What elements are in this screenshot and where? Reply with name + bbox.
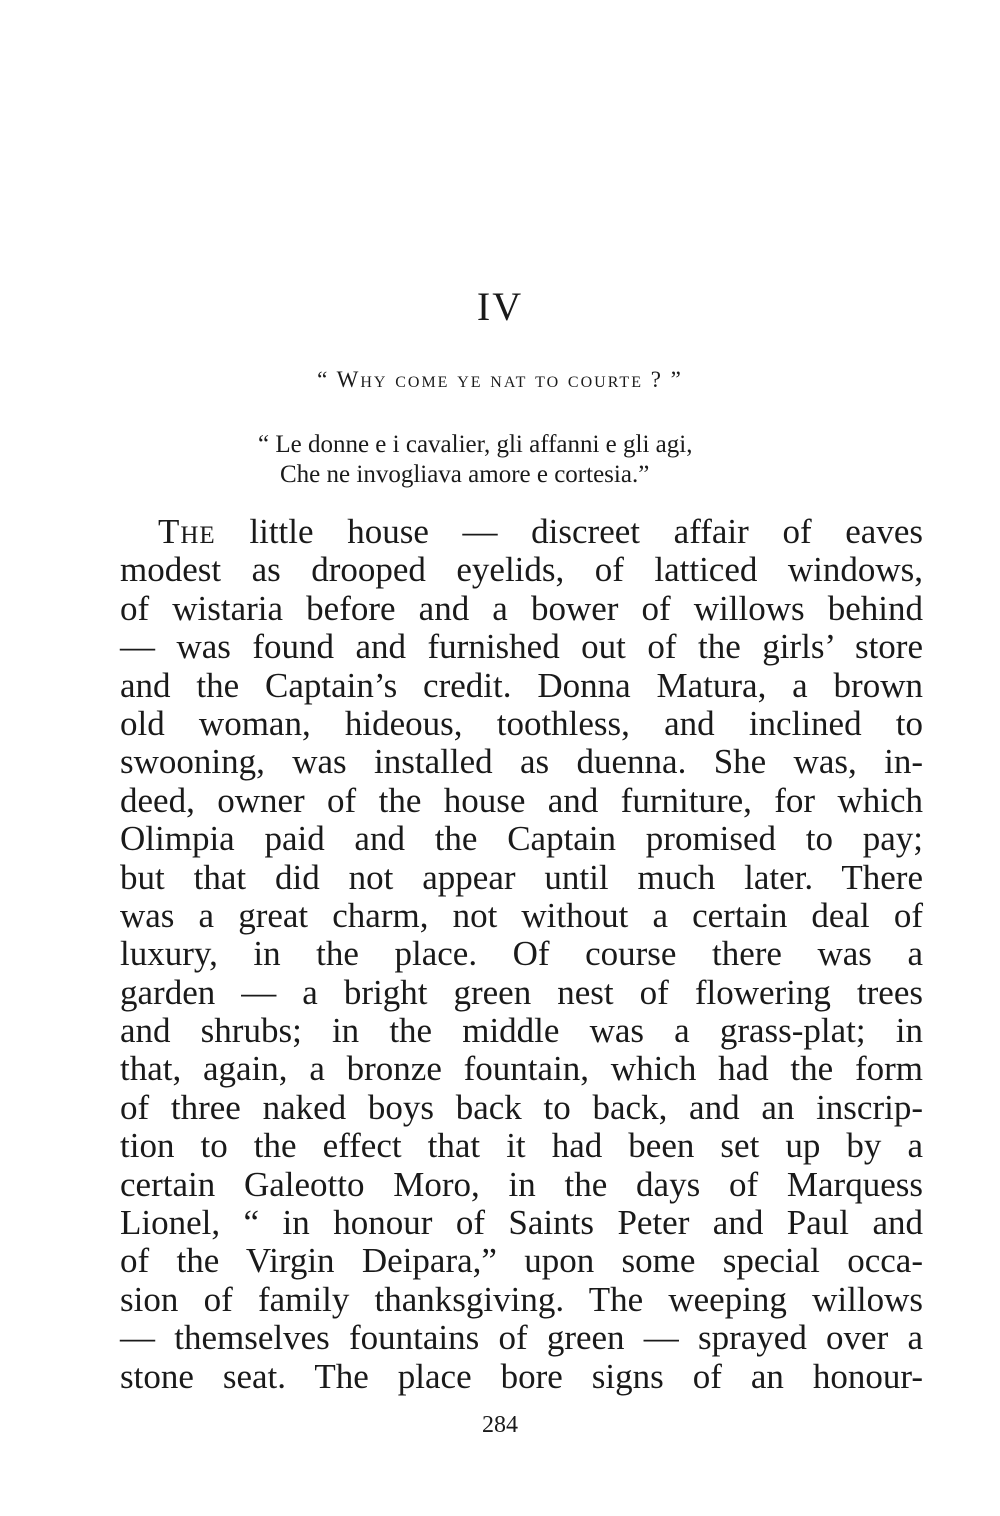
opening-word: The bbox=[158, 512, 216, 551]
body-paragraph bbox=[120, 513, 923, 1396]
paragraph-line: and the Captain’s credit. Donna Matura, a brown bbox=[120, 665, 923, 705]
paragraph-line: of the Virgin Deipara,” upon some special occa- bbox=[120, 1241, 923, 1281]
paragraph-line-text: little house — discreet affair of eaves bbox=[215, 512, 923, 551]
chapter-number: IV bbox=[476, 284, 524, 329]
page-number: 284 bbox=[482, 1412, 518, 1438]
paragraph-line: stone seat. The place bore signs of an honour- bbox=[120, 1356, 923, 1396]
paragraph-line: of three naked boys back to back, and an inscrip- bbox=[120, 1087, 923, 1127]
epigraph bbox=[258, 430, 818, 490]
epigraph-line: “ Le donne e i cavalier, gli affanni e gli agi, bbox=[258, 431, 693, 458]
paragraph-line: — themselves fountains of green — sprayed over a bbox=[120, 1318, 923, 1358]
paragraph-line: but that did not appear until much later. There bbox=[120, 857, 923, 897]
chapter-title: “ Why come ye nat to courte ? ” bbox=[317, 367, 683, 392]
paragraph-line: deed, owner of the house and furniture, for which bbox=[120, 780, 923, 820]
paragraph-line: Lionel, “ in honour of Saints Peter and Paul and bbox=[120, 1203, 923, 1243]
paragraph-line: swooning, was installed as duenna. She was, in- bbox=[120, 742, 923, 782]
paragraph-line: old woman, hideous, toothless, and inclined to bbox=[120, 703, 923, 743]
epigraph-line: Che ne invogliava amore e cortesia.” bbox=[280, 461, 650, 488]
paragraph-line: garden — a bright green nest of flowering trees bbox=[120, 972, 923, 1012]
paragraph-line: that, again, a bronze fountain, which had the form bbox=[120, 1049, 923, 1089]
paragraph-line: sion of family thanksgiving. The weeping willows bbox=[120, 1279, 923, 1319]
paragraph-line: was a great charm, not without a certain deal of bbox=[120, 895, 923, 935]
paragraph-line: Olimpia paid and the Captain promised to pay; bbox=[120, 819, 923, 859]
paragraph-line: luxury, in the place. Of course there was a bbox=[120, 934, 923, 974]
paragraph-line: modest as drooped eyelids, of latticed windows, bbox=[120, 550, 923, 590]
paragraph-line bbox=[120, 513, 923, 551]
paragraph-line: of wistaria before and a bower of willows behind bbox=[120, 588, 923, 628]
paragraph-line: tion to the effect that it had been set up by a bbox=[120, 1126, 923, 1166]
paragraph-line: — was found and furnished out of the girls’ store bbox=[120, 627, 923, 667]
paragraph-line: certain Galeotto Moro, in the days of Marquess bbox=[120, 1164, 923, 1204]
paragraph-line: and shrubs; in the middle was a grass-plat; in bbox=[120, 1011, 923, 1051]
